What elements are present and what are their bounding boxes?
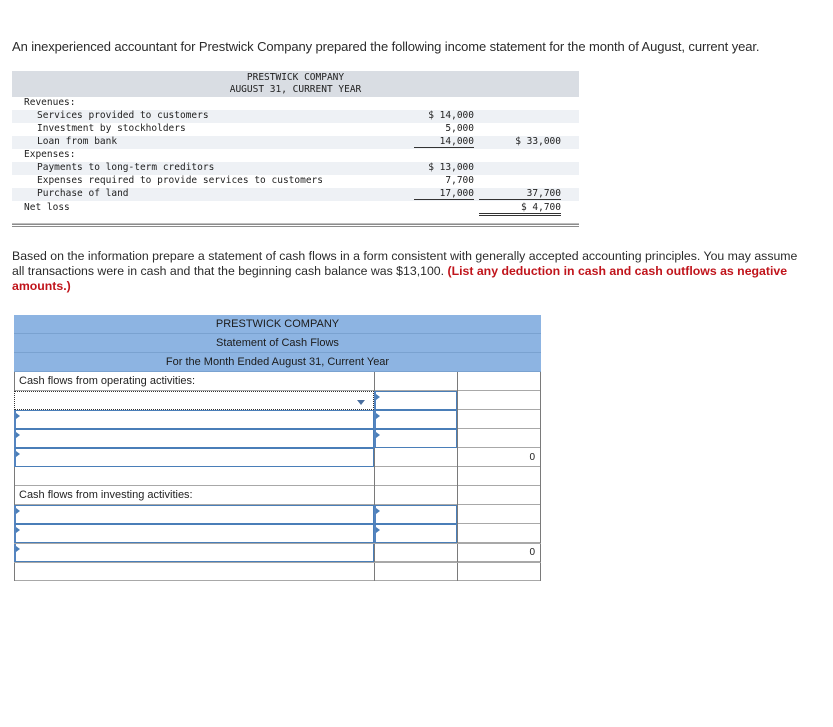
operating-amount-input[interactable] (374, 391, 457, 410)
input-marker-icon (376, 394, 380, 400)
operating-line-select[interactable] (14, 410, 374, 429)
spacer-row (14, 467, 541, 486)
operating-line-1 (14, 391, 541, 410)
operating-line-select[interactable] (14, 391, 374, 410)
operating-total-label-select[interactable] (14, 448, 374, 467)
is-bottom-rule (12, 223, 579, 227)
operating-line-select[interactable] (14, 429, 374, 448)
investing-line-select[interactable] (14, 524, 374, 543)
chevron-down-icon[interactable] (357, 400, 365, 405)
cash-flow-form (14, 315, 541, 727)
operating-total: 0 (529, 452, 535, 463)
input-marker-icon (376, 527, 380, 533)
input-marker-icon (376, 413, 380, 419)
input-marker-icon (16, 508, 20, 514)
is-row: Loan from bank 14,000 $ 33,000 (12, 136, 579, 149)
investing-amount-input[interactable] (374, 524, 457, 543)
is-row: Net loss $ 4,700 (12, 202, 579, 218)
is-row: Expenses: (24, 149, 76, 160)
instructions: Based on the information prepare a statement of cash flows in a form consistent with generally accepted accounting principles. You may assume all transactions were in cash and that the beginning cash balance was $13,100. (List any deduction in cash and cash outflows as negative amounts.) (12, 249, 798, 293)
instructions-note: (List any deduction in cash and cash outflows as negative amounts.) (12, 264, 788, 293)
form-statement: Statement of Cash Flows (14, 334, 541, 353)
is-row: Purchase of land 17,000 37,700 (12, 188, 579, 201)
spacer-row (14, 562, 541, 581)
operating-label: Cash flows from operating activities: (19, 375, 196, 387)
investing-line-select[interactable] (14, 505, 374, 524)
input-marker-icon (16, 546, 20, 552)
investing-total-row (14, 543, 541, 562)
operating-header-row (14, 372, 541, 391)
operating-amount-input[interactable] (374, 410, 457, 429)
investing-header-row (14, 486, 541, 505)
investing-total-label-select[interactable] (14, 543, 374, 562)
operating-amount-input[interactable] (374, 429, 457, 448)
is-row: Expenses required to provide services to customers 7,700 (37, 175, 474, 186)
operating-total-row (14, 448, 541, 467)
operating-line-2 (14, 410, 541, 429)
is-row: Services provided to customers $ 14,000 (12, 110, 579, 123)
form-period: For the Month Ended August 31, Current Year (14, 353, 541, 372)
investing-label: Cash flows from investing activities: (19, 489, 193, 501)
is-row: Revenues: (24, 97, 76, 108)
input-marker-icon (16, 451, 20, 457)
investing-amount-input[interactable] (374, 505, 457, 524)
investing-total: 0 (529, 547, 535, 558)
is-row: Investment by stockholders 5,000 (37, 123, 474, 134)
investing-line-1 (14, 505, 541, 524)
input-marker-icon (16, 432, 20, 438)
is-company: PRESTWICK COMPANY (246, 72, 345, 83)
income-statement-header (12, 71, 579, 97)
input-marker-icon (376, 508, 380, 514)
investing-line-2 (14, 524, 541, 543)
operating-line-3 (14, 429, 541, 448)
input-marker-icon (376, 432, 380, 438)
is-date: AUGUST 31, CURRENT YEAR (229, 84, 362, 95)
intro-text: An inexperienced accountant for Prestwick Company prepared the following income statement for the month of August, current year. (12, 39, 760, 54)
form-company: PRESTWICK COMPANY (14, 315, 541, 334)
input-marker-icon (16, 527, 20, 533)
is-row: Payments to long-term creditors $ 13,000 (12, 162, 579, 175)
input-marker-icon (16, 413, 20, 419)
income-statement (12, 71, 579, 227)
